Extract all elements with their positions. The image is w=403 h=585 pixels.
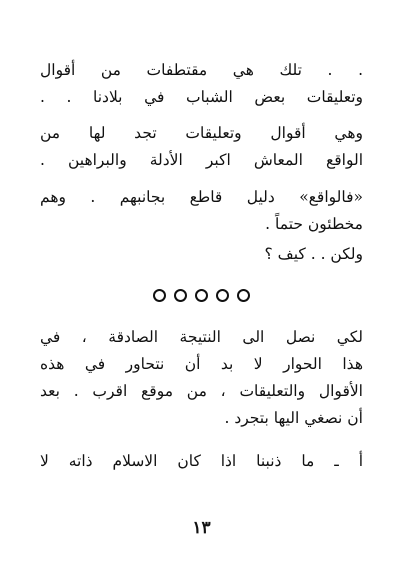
paragraph-line: الأقوال والتعليقات ، من موقع اقرب . بعد bbox=[40, 382, 363, 400]
paragraph-reality-evidence bbox=[40, 120, 363, 174]
paragraph-dialogue bbox=[40, 324, 363, 432]
paragraph-line: وتعليقات بعض الشباب في بلادنا . . bbox=[40, 88, 363, 106]
ring-icon bbox=[174, 289, 187, 302]
paragraph-question bbox=[40, 241, 363, 268]
paragraph-line: مخطئون حتماً . bbox=[265, 215, 363, 233]
paragraph-line: وهي أقوال وتعليقات تجد لها من bbox=[40, 124, 363, 142]
paragraph-line: أ ـ ما ذنبنا اذا كان الاسلام ذاته لا bbox=[40, 452, 363, 470]
paragraph-point-a bbox=[40, 448, 363, 475]
paragraph-quotes-intro bbox=[40, 57, 363, 111]
ring-icon bbox=[153, 289, 166, 302]
paragraph-line: «فالواقع» دليل قاطع بجانبهم . وهم bbox=[40, 188, 363, 206]
paragraph-reality-proof bbox=[40, 184, 363, 238]
paragraph-line: . . تلك هي مقتطفات من أقوال bbox=[40, 61, 363, 79]
paragraph-line: ولكن . . كيف ؟ bbox=[264, 245, 363, 263]
paragraph-line: هذا الحوار لا بد أن نتحاور في هذه bbox=[40, 355, 363, 373]
paragraph-line: أن نصغي اليها بتجرد . bbox=[224, 409, 363, 427]
ring-icon bbox=[237, 289, 250, 302]
page-number: ١٣ bbox=[192, 518, 211, 538]
section-divider-ornament bbox=[0, 285, 403, 304]
ring-icon bbox=[216, 289, 229, 302]
paragraph-line: الواقع المعاش اكبر الأدلة والبراهين . bbox=[40, 151, 363, 169]
ring-icon bbox=[195, 289, 208, 302]
paragraph-line: لكي نصل الى النتيجة الصادقة ، في bbox=[40, 328, 363, 346]
